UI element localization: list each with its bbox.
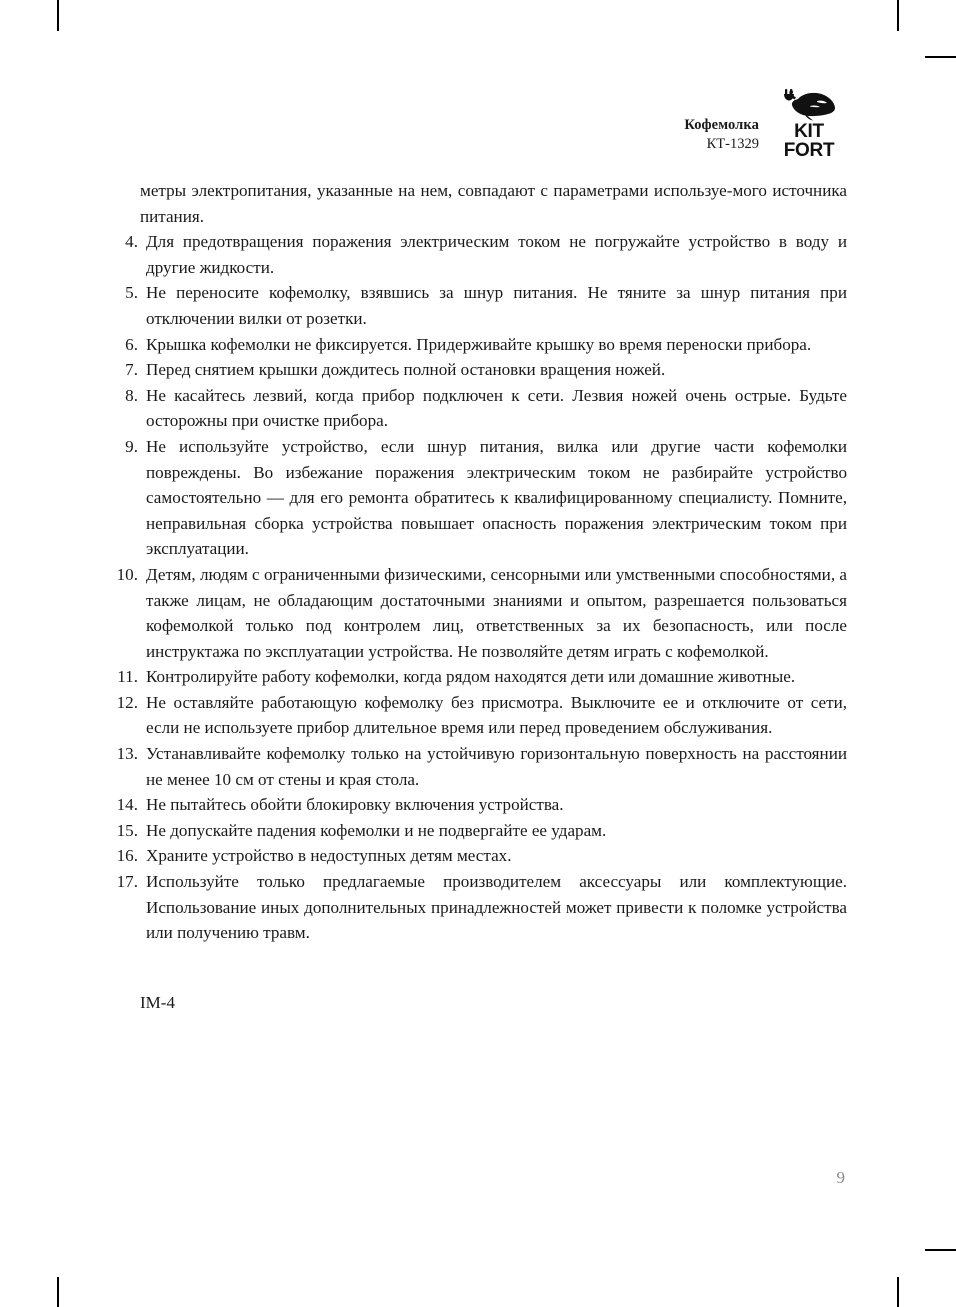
list-item-text: Детям, людям с ограниченными физическими, сенсорными или умственными способностями, а также лицам, не обладающим достаточными знаниями и опытом, разрешается пользоваться кофемолкой только под контролем лиц, ответственных за их безопасность, или после инструктажа по эксплуатации устройства. Не позволяйте детям играть с кофемолкой.	[146, 564, 847, 661]
list-item-text: Не касайтесь лезвий, когда прибор подключен к сети. Лезвия ножей очень острые. Будьте осторожны при очистке прибора.	[146, 385, 847, 431]
brand-wordmark-line2: FORT	[783, 139, 835, 161]
list-item-number: 4.	[125, 232, 138, 252]
list-item	[107, 280, 847, 331]
list-item	[107, 792, 847, 818]
list-item-number: 9.	[125, 436, 138, 456]
list-item-text: Храните устройство в недоступных детям местах.	[146, 846, 512, 866]
list-item	[107, 383, 847, 434]
list-item-text: Перед снятием крышки дождитесь полной остановки вращения ножей.	[146, 360, 666, 380]
list-item	[107, 818, 847, 844]
kitfort-whale-logo-icon	[779, 88, 839, 122]
list-item	[107, 843, 847, 869]
list-item-text: Не используйте устройство, если шнур питания, вилка или другие части кофемолки повреждены. Во избежание поражения электрическим током не разбирайте устройство самостоятельно — для его ремонта обратитесь к квалифицированному специалисту. Помните, неправильная сборка устройства повышает опасность поражения электрическим током при эксплуатации.	[146, 436, 847, 559]
list-item-number: 12.	[116, 692, 138, 712]
im-revision-marker: IM-4	[140, 993, 175, 1012]
list-item-number: 10.	[116, 564, 138, 584]
list-item-text: Контролируйте работу кофемолки, когда рядом находятся дети или домашние животные.	[146, 667, 796, 687]
crop-mark-bottom-left	[57, 1277, 59, 1307]
list-item-number: 6.	[125, 334, 138, 354]
list-item-text: Для предотвращения поражения электрическим током не погружайте устройство в воду и другие жидкости.	[146, 232, 847, 277]
list-item-text: Устанавливайте кофемолку только на устойчивую горизонтальную поверхность на расстоянии не менее 10 см от стены и края стола.	[146, 744, 847, 789]
list-item-number: 14.	[116, 795, 138, 815]
list-item-text: Не пытайтесь обойти блокировку включения устройства.	[146, 795, 564, 815]
list-item-number: 13.	[116, 744, 138, 764]
list-item	[107, 357, 847, 383]
list-item-text: Не оставляйте работающую кофемолку без присмотра. Выключите ее и отключите от сети, если не используете прибор длительное время или перед проведением обслуживания.	[146, 692, 847, 738]
list-item-number: 17.	[116, 872, 138, 892]
list-item	[107, 664, 847, 690]
page-header	[600, 88, 845, 160]
list-item-text: Не допускайте падения кофемолки и не подвергайте ее ударам.	[146, 820, 607, 840]
product-model: КТ-1329	[706, 136, 759, 153]
list-item-text: Не переносите кофемолку, взявшись за шнур питания. Не тяните за шнур питания при отключении вилки от розетки.	[146, 283, 847, 328]
continuation-paragraph: метры электропитания, указанные на нем, совпадают с параметрами используе-мого источника питания.	[140, 181, 847, 226]
crop-mark-bottom-right-vertical	[897, 1277, 899, 1307]
list-item-text: Используйте только предлагаемые производителем аксессуары или комплектующие. Использование иных дополнительных принадлежностей может привести к поломке устройства или получению травм.	[146, 872, 847, 943]
list-item	[107, 562, 847, 664]
brand-wordmark-line1: KIT	[794, 121, 824, 142]
header-product-info	[684, 88, 759, 154]
list-item	[107, 229, 847, 280]
list-item	[107, 332, 847, 358]
crop-mark-top-right-vertical	[897, 0, 899, 31]
list-item-number: 15.	[116, 820, 138, 840]
brand-logo-block	[773, 88, 845, 160]
list-item-number: 16.	[116, 846, 138, 866]
list-item	[107, 741, 847, 792]
list-item-number: 5.	[125, 283, 138, 303]
product-name: Кофемолка	[684, 117, 759, 133]
list-item	[107, 869, 847, 946]
list-item-number: 7.	[125, 360, 138, 380]
crop-mark-bottom-right-horizontal	[925, 1249, 956, 1251]
list-item-number: 8.	[125, 385, 138, 405]
brand-wordmark	[784, 123, 835, 160]
crop-mark-top-left	[57, 0, 59, 31]
list-item-text: Крышка кофемолки не фиксируется. Придерживайте крышку во время переноски прибора.	[146, 334, 812, 354]
list-item-number: 11.	[117, 667, 138, 687]
list-item	[107, 690, 847, 741]
page-number: 9	[836, 1168, 845, 1187]
list-item	[107, 434, 847, 562]
crop-mark-top-right-horizontal	[925, 56, 956, 58]
safety-instructions-list	[107, 229, 847, 946]
document-body	[107, 178, 847, 946]
